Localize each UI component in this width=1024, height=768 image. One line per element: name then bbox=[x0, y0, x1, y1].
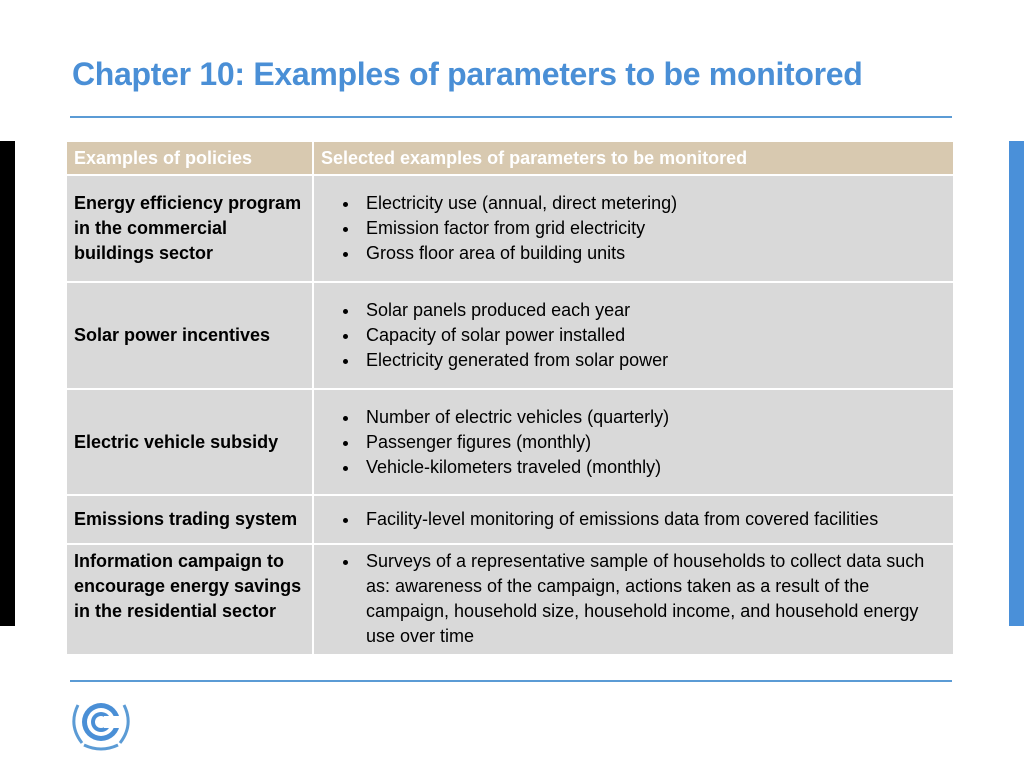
policy-cell: Emissions trading system bbox=[67, 496, 312, 543]
param-item: • Number of electric vehicles (quarterly) bbox=[360, 405, 946, 430]
header-policies: Examples of policies bbox=[67, 142, 312, 174]
params-cell bbox=[314, 496, 953, 543]
table-row bbox=[67, 545, 953, 654]
page-title: Chapter 10: Examples of parameters to be monitored bbox=[72, 56, 863, 92]
unfccc-logo-icon bbox=[68, 695, 134, 751]
param-item: • Gross floor area of building units bbox=[360, 241, 946, 266]
param-item: • Surveys of a representative sample of households to collect data such as: awareness of the campaign, actions taken as a result of the campaign, household size, household income, and household energy use over time bbox=[360, 549, 946, 649]
table-row bbox=[67, 283, 953, 388]
param-item: • Passenger figures (monthly) bbox=[360, 430, 946, 455]
table-row bbox=[67, 176, 953, 281]
right-accent-bar bbox=[1009, 141, 1024, 626]
params-cell bbox=[314, 176, 953, 281]
policy-cell: Solar power incentives bbox=[67, 283, 312, 388]
parameters-table bbox=[65, 140, 955, 656]
param-item: • Solar panels produced each year bbox=[360, 298, 946, 323]
param-item: • Facility-level monitoring of emissions data from covered facilities bbox=[360, 507, 946, 532]
policy-cell: Electric vehicle subsidy bbox=[67, 390, 312, 494]
footer-divider bbox=[70, 680, 952, 682]
table-row bbox=[67, 390, 953, 494]
table-header-row bbox=[67, 142, 953, 174]
table-row bbox=[67, 496, 953, 543]
params-cell bbox=[314, 283, 953, 388]
left-accent-bar bbox=[0, 141, 15, 626]
header-parameters: Selected examples of parameters to be monitored bbox=[314, 142, 953, 174]
param-item: • Emission factor from grid electricity bbox=[360, 216, 946, 241]
params-cell bbox=[314, 390, 953, 494]
policy-cell: Information campaign to encourage energy savings in the residential sector bbox=[67, 545, 312, 654]
policy-cell: Energy efficiency program in the commercial buildings sector bbox=[67, 176, 312, 281]
params-cell bbox=[314, 545, 953, 654]
param-item: • Electricity use (annual, direct metering) bbox=[360, 191, 946, 216]
param-item: • Capacity of solar power installed bbox=[360, 323, 946, 348]
param-item: • Vehicle-kilometers traveled (monthly) bbox=[360, 455, 946, 480]
title-divider bbox=[70, 116, 952, 118]
param-item: • Electricity generated from solar power bbox=[360, 348, 946, 373]
